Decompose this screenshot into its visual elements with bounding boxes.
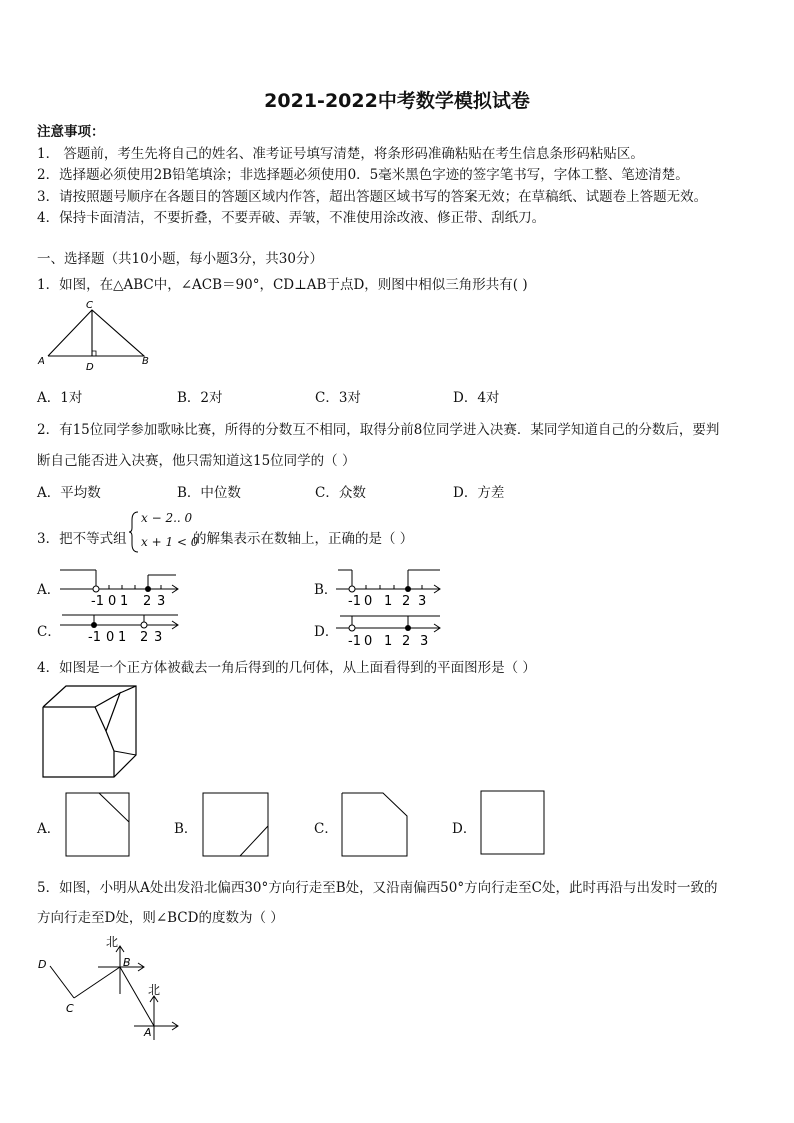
q3-number-line-d: [336, 610, 446, 650]
q1-option-b[interactable]: B．2对: [177, 390, 223, 406]
notice-item-3: 3．请按照题号顺序在各题目的答题区域内作答，超出答题区域书写的答案无效；在草稿纸、试题卷上答题无效。: [37, 189, 708, 205]
q3-option-c[interactable]: C．: [37, 624, 61, 640]
q4-option-c-figure[interactable]: [341, 792, 409, 858]
svg-text:0: 0: [108, 594, 117, 609]
q3-brace: [128, 510, 140, 554]
svg-text:2: 2: [140, 630, 149, 644]
notice-item-2: 2．选择题必须使用2B铅笔填涂；非选择题必须使用0．5毫米黑色字迹的签字笔书写，字体工整、笔迹清楚。: [37, 167, 689, 183]
section-heading: 一、选择题（共10小题，每小题3分，共30分）: [37, 251, 323, 267]
q1-label-c: C: [86, 300, 93, 311]
q2-option-b[interactable]: B．中位数: [177, 485, 241, 501]
q3-inequality-1: x − 2.. 0: [141, 511, 193, 525]
svg-text:2: 2: [143, 594, 152, 609]
question-4-text: 4．如图是一个正方体被截去一角后得到的几何体，从上面看得到的平面图形是（ ）: [37, 660, 536, 676]
q4-option-c[interactable]: C．: [314, 821, 338, 837]
notice-heading: 注意事项：: [37, 124, 105, 140]
q3-option-b[interactable]: B．: [314, 582, 338, 598]
svg-text:-1: -1: [88, 630, 101, 644]
question-5-line-2: 方向行走至D处，则∠BCD的度数为（ ）: [37, 910, 284, 926]
q3-option-d[interactable]: D．: [314, 624, 339, 640]
q4-option-d[interactable]: D．: [452, 821, 477, 837]
notice-item-1: 1． 答题前，考生先将自己的姓名、准考证号填写清楚，将条形码准确粘贴在考生信息条形码粘贴区。: [37, 146, 644, 162]
notice-item-4: 4．保持卡面清洁，不要折叠，不要弄破、弄皱，不准使用涂改液、修正带、刮纸刀。: [37, 210, 546, 226]
svg-text:1: 1: [120, 594, 129, 609]
q3-option-a[interactable]: A．: [37, 582, 61, 598]
q4-option-d-figure[interactable]: [480, 790, 546, 856]
q3-number-line-c: [60, 610, 185, 644]
q2-option-d[interactable]: D．方差: [453, 485, 505, 501]
svg-text:3: 3: [157, 594, 166, 609]
q3-inequality-2: x + 1 < 0: [141, 535, 199, 549]
q1-option-c[interactable]: C．3对: [315, 390, 361, 406]
svg-text:1: 1: [118, 630, 127, 644]
q3-number-line-b: [336, 565, 446, 609]
q5-label-a: A: [144, 1026, 152, 1039]
svg-text:3: 3: [420, 634, 429, 649]
svg-text:3: 3: [154, 630, 163, 644]
svg-text:1: 1: [384, 634, 393, 649]
q1-label-b: B: [142, 356, 149, 367]
svg-text:2: 2: [402, 634, 411, 649]
svg-text:0: 0: [364, 634, 373, 649]
svg-text:3: 3: [418, 594, 427, 609]
q5-label-b: B: [123, 956, 131, 969]
q2-option-a[interactable]: A．平均数: [37, 485, 101, 501]
q4-cube-figure: [40, 683, 140, 779]
q5-direction-figure: [34, 932, 184, 1044]
q4-option-b-figure[interactable]: [202, 792, 270, 858]
svg-text:-1: -1: [348, 634, 361, 649]
question-5-line-1: 5．如图，小明从A处出发沿北偏西30°方向行走至B处，又沿南偏西50°方向行走至C处，此时再沿与出发时一致的: [37, 880, 718, 896]
q1-label-a: A: [38, 356, 45, 367]
svg-text:1: 1: [384, 594, 393, 609]
q1-label-d: D: [86, 362, 94, 373]
question-2-line-1: 2．有15位同学参加歌咏比赛，所得的分数互不相同，取得分前8位同学进入决赛．某同学知道自己的分数后，要判: [37, 422, 720, 438]
svg-text:0: 0: [106, 630, 115, 644]
svg-text:0: 0: [364, 594, 373, 609]
q5-north-label-1: 北: [106, 935, 119, 949]
q5-label-d: D: [38, 958, 47, 971]
page-title: 2021-2022中考数学模拟试卷: [264, 90, 530, 112]
q3-number-line-a: [60, 565, 185, 609]
svg-text:-1: -1: [348, 594, 361, 609]
q1-option-a[interactable]: A．1对: [37, 390, 83, 406]
question-2-line-2: 断自己能否进入决赛，他只需知道这15位同学的（ ）: [37, 453, 356, 469]
question-1-text: 1．如图，在△ABC中，∠ACB＝90°，CD⊥AB于点D，则图中相似三角形共有( ): [37, 277, 528, 293]
question-3-prefix: 3．把不等式组: [37, 531, 127, 547]
q5-label-c: C: [66, 1002, 74, 1015]
svg-text:-1: -1: [91, 594, 104, 609]
q5-north-label-2: 北: [148, 983, 161, 997]
q2-option-c[interactable]: C．众数: [315, 485, 366, 501]
svg-text:2: 2: [402, 594, 411, 609]
q1-triangle-figure: [36, 298, 156, 374]
question-3-suffix: 的解集表示在数轴上，正确的是（ ）: [193, 531, 414, 547]
q4-option-a[interactable]: A．: [37, 821, 61, 837]
q4-option-a-figure[interactable]: [65, 792, 131, 858]
q1-option-d[interactable]: D．4对: [453, 390, 500, 406]
q4-option-b[interactable]: B．: [174, 821, 198, 837]
